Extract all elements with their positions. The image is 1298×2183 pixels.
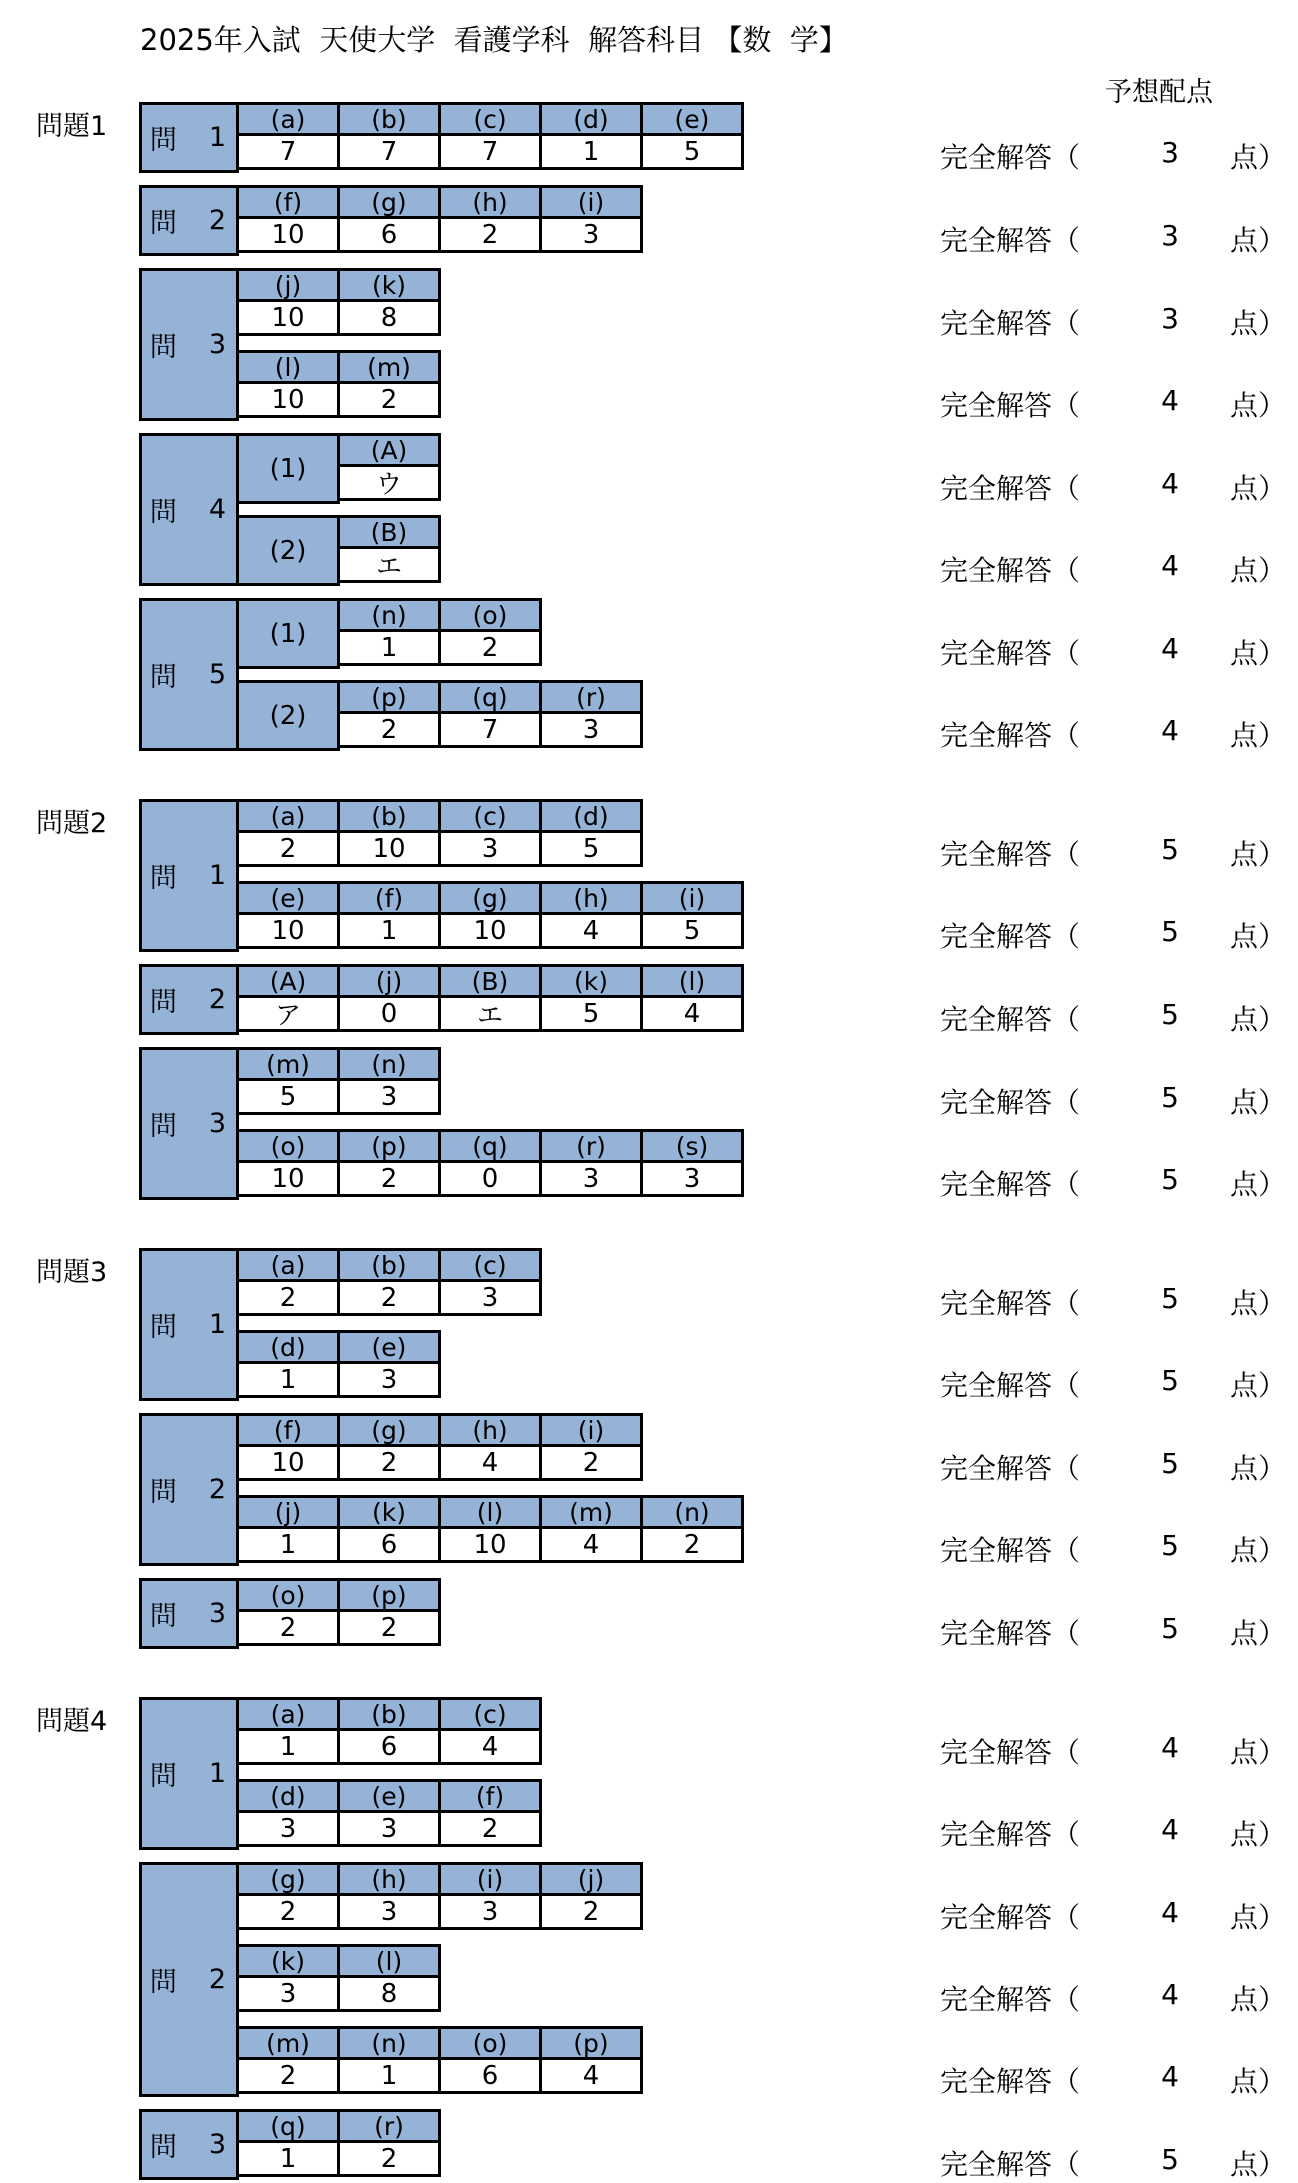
score-suffix: 点） [1230, 1369, 1287, 1402]
answer-label-cell: (A) [236, 964, 340, 998]
score-points: 5 [1161, 1447, 1179, 1480]
answer-label-cell: (f) [236, 1413, 340, 1447]
question-label [139, 964, 239, 1035]
score-prefix: 完全解答（ [940, 472, 1081, 505]
question-number: 1 [208, 1309, 229, 1340]
question-prefix: 問 [149, 987, 179, 1018]
answer-value-cell: 10 [236, 216, 340, 253]
score-points: 5 [1161, 1529, 1179, 1562]
answer-label-cell: (p) [337, 1578, 441, 1612]
answer-value-cell: ア [236, 995, 340, 1032]
answer-label-cell: (g) [236, 1862, 340, 1896]
score-entry [940, 1813, 1287, 1853]
score-entry [940, 467, 1287, 507]
answer-label-cell: (r) [539, 1129, 643, 1163]
answer-value-cell: 3 [438, 1893, 542, 1930]
answer-label-cell: (k) [337, 1495, 441, 1529]
question-label [139, 433, 239, 586]
answer-value-cell: 5 [640, 912, 744, 949]
score-points: 5 [1161, 1163, 1179, 1196]
question-number: 2 [208, 1474, 229, 1505]
score-points: 5 [1161, 1612, 1179, 1645]
question-number: 1 [208, 860, 229, 891]
answer-label-cell: (i) [539, 1413, 643, 1447]
score-prefix: 完全解答（ [940, 389, 1081, 422]
answer-label-cell: (h) [337, 1862, 441, 1896]
subpart-label: (1) [236, 433, 340, 504]
answer-label-cell: (f) [337, 881, 441, 915]
answer-label-cell: (i) [640, 881, 744, 915]
answer-label-cell: (b) [337, 1697, 441, 1731]
score-entry [940, 1731, 1287, 1771]
score-entry [940, 998, 1287, 1038]
answer-value-cell: 10 [337, 830, 441, 867]
score-entry [940, 714, 1287, 754]
score-points: 4 [1161, 549, 1179, 582]
score-suffix: 点） [1230, 1287, 1287, 1320]
question-label [139, 268, 239, 421]
answer-label-cell: (k) [539, 964, 643, 998]
score-entry [940, 2060, 1287, 2100]
score-prefix: 完全解答（ [940, 2148, 1081, 2181]
answer-value-cell: エ [337, 546, 441, 583]
score-suffix: 点） [1230, 838, 1287, 871]
answer-label-cell: (j) [236, 1495, 340, 1529]
answer-label-cell: (i) [539, 185, 643, 219]
answer-value-cell: 2 [438, 216, 542, 253]
score-suffix: 点） [1230, 920, 1287, 953]
score-suffix: 点） [1230, 637, 1287, 670]
score-entry [940, 1612, 1287, 1652]
answer-label-cell: (a) [236, 799, 340, 833]
score-entry [940, 1282, 1287, 1322]
score-entry [940, 833, 1287, 873]
answer-label-cell: (d) [236, 1330, 340, 1364]
answer-value-cell: 2 [236, 1609, 340, 1646]
score-entry [940, 1364, 1287, 1404]
question-prefix: 問 [149, 1761, 179, 1792]
score-prefix: 完全解答（ [940, 1003, 1081, 1036]
score-points: 3 [1161, 219, 1179, 252]
answer-value-cell: 2 [236, 1279, 340, 1316]
score-suffix: 点） [1230, 1901, 1287, 1934]
score-points: 5 [1161, 915, 1179, 948]
score-prefix: 完全解答（ [940, 719, 1081, 752]
answer-value-cell: 2 [337, 1279, 441, 1316]
answer-value-cell: 10 [236, 1160, 340, 1197]
score-entry [940, 549, 1287, 589]
answer-value-cell: 10 [438, 1526, 542, 1563]
score-points: 4 [1161, 632, 1179, 665]
score-entry [940, 219, 1287, 259]
question-label [139, 1248, 239, 1401]
answer-value-cell: 10 [236, 912, 340, 949]
answer-value-cell: 5 [236, 1078, 340, 1115]
score-prefix: 完全解答（ [940, 1818, 1081, 1851]
answer-label-cell: (k) [236, 1944, 340, 1978]
answer-label-cell: (l) [337, 1944, 441, 1978]
question-prefix: 問 [149, 125, 179, 156]
score-points: 4 [1161, 467, 1179, 500]
question-number: 1 [208, 1758, 229, 1789]
answer-value-cell: 4 [640, 995, 744, 1032]
answer-value-cell: ウ [337, 464, 441, 501]
question-prefix: 問 [149, 662, 179, 693]
answer-value-cell: 7 [337, 133, 441, 170]
answer-value-cell: 3 [438, 830, 542, 867]
score-entry [940, 1896, 1287, 1936]
answer-label-cell: (m) [236, 1047, 340, 1081]
score-suffix: 点） [1230, 719, 1287, 752]
answer-value-cell: 3 [337, 1810, 441, 1847]
question-number: 5 [208, 659, 229, 690]
answer-label-cell: (g) [337, 1413, 441, 1447]
answer-value-cell: 6 [438, 2057, 542, 2094]
answer-value-cell: 8 [337, 299, 441, 336]
question-number: 2 [208, 1964, 229, 1995]
score-prefix: 完全解答（ [940, 1452, 1081, 1485]
answer-label-cell: (q) [438, 1129, 542, 1163]
answer-value-cell: 4 [539, 2057, 643, 2094]
answer-value-cell: 4 [438, 1444, 542, 1481]
score-entry [940, 1163, 1287, 1203]
answer-label-cell: (l) [438, 1495, 542, 1529]
answer-label-cell: (q) [438, 680, 542, 714]
answer-label-cell: (r) [337, 2109, 441, 2143]
answer-value-cell: 2 [640, 1526, 744, 1563]
score-suffix: 点） [1230, 224, 1287, 257]
score-suffix: 点） [1230, 1983, 1287, 2016]
question-number: 3 [208, 329, 229, 360]
answer-label-cell: (d) [539, 102, 643, 136]
question-label [139, 2109, 239, 2180]
answer-label-cell: (r) [539, 680, 643, 714]
answer-label-cell: (B) [438, 964, 542, 998]
question-prefix: 問 [149, 1312, 179, 1343]
question-number: 1 [208, 122, 229, 153]
page-title: 2025年入試 天使大学 看護学科 解答科目 【数 学】 [140, 23, 848, 57]
answer-label-cell: (o) [438, 598, 542, 632]
answer-value-cell: 2 [236, 2057, 340, 2094]
section-label: 問題2 [36, 808, 108, 839]
answer-value-cell: 2 [236, 830, 340, 867]
score-points: 4 [1161, 1813, 1179, 1846]
question-prefix: 問 [149, 1477, 179, 1508]
score-points: 4 [1161, 1896, 1179, 1929]
answer-label-cell: (j) [236, 268, 340, 302]
score-points: 4 [1161, 714, 1179, 747]
score-prefix: 完全解答（ [940, 554, 1081, 587]
score-suffix: 点） [1230, 1617, 1287, 1650]
question-label [139, 102, 239, 173]
score-points: 5 [1161, 2143, 1179, 2176]
answer-label-cell: (a) [236, 1697, 340, 1731]
score-suffix: 点） [1230, 1736, 1287, 1769]
subpart-label: (2) [236, 515, 340, 586]
answer-label-cell: (o) [438, 2026, 542, 2060]
section-label: 問題3 [36, 1257, 108, 1288]
answer-value-cell: 5 [539, 830, 643, 867]
score-points: 5 [1161, 1364, 1179, 1397]
answer-label-cell: (h) [539, 881, 643, 915]
answer-label-cell: (p) [337, 680, 441, 714]
answer-label-cell: (n) [640, 1495, 744, 1529]
answer-value-cell: 3 [539, 216, 643, 253]
score-prefix: 完全解答（ [940, 1534, 1081, 1567]
question-label [139, 1697, 239, 1850]
answer-label-cell: (e) [236, 881, 340, 915]
score-entry [940, 302, 1287, 342]
answer-value-cell: 4 [539, 1526, 643, 1563]
score-points: 3 [1161, 302, 1179, 335]
score-points: 4 [1161, 1731, 1179, 1764]
answer-value-cell: 3 [539, 1160, 643, 1197]
answer-value-cell: 7 [236, 133, 340, 170]
score-prefix: 完全解答（ [940, 920, 1081, 953]
answer-label-cell: (e) [337, 1330, 441, 1364]
score-prefix: 完全解答（ [940, 2065, 1081, 2098]
score-entry [940, 1529, 1287, 1569]
score-suffix: 点） [1230, 389, 1287, 422]
section-label: 問題1 [36, 111, 108, 142]
answer-label-cell: (o) [236, 1129, 340, 1163]
answer-label-cell: (p) [539, 2026, 643, 2060]
answer-label-cell: (g) [438, 881, 542, 915]
question-label [139, 799, 239, 952]
score-suffix: 点） [1230, 1003, 1287, 1036]
answer-label-cell: (l) [640, 964, 744, 998]
answer-value-cell: 6 [337, 216, 441, 253]
score-points: 3 [1161, 136, 1179, 169]
subpart-label: (2) [236, 680, 340, 751]
question-number: 4 [208, 494, 229, 525]
answer-value-cell: 7 [438, 133, 542, 170]
score-prefix: 完全解答（ [940, 1168, 1081, 1201]
score-entry [940, 2143, 1287, 2183]
score-entry [940, 1978, 1287, 2018]
answer-value-cell: 3 [337, 1893, 441, 1930]
answer-label-cell: (f) [438, 1779, 542, 1813]
score-suffix: 点） [1230, 141, 1287, 174]
answer-label-cell: (b) [337, 799, 441, 833]
answer-value-cell: 10 [236, 1444, 340, 1481]
score-points: 4 [1161, 2060, 1179, 2093]
score-prefix: 完全解答（ [940, 1086, 1081, 1119]
answer-value-cell: 1 [337, 629, 441, 666]
answer-value-cell: 1 [236, 1526, 340, 1563]
score-prefix: 完全解答（ [940, 1901, 1081, 1934]
question-number: 3 [208, 2129, 229, 2160]
answer-value-cell: 10 [236, 299, 340, 336]
question-prefix: 問 [149, 863, 179, 894]
answer-value-cell: 3 [236, 1810, 340, 1847]
answer-value-cell: 1 [236, 1361, 340, 1398]
answer-label-cell: (b) [337, 1248, 441, 1282]
answer-label-cell: (m) [539, 1495, 643, 1529]
answer-value-cell: 1 [539, 133, 643, 170]
question-label [139, 1047, 239, 1200]
question-label [139, 1578, 239, 1649]
answer-value-cell: 1 [236, 1728, 340, 1765]
answer-value-cell: 5 [539, 995, 643, 1032]
answer-value-cell: 3 [236, 1975, 340, 2012]
answer-value-cell: 2 [337, 1609, 441, 1646]
question-label [139, 1413, 239, 1566]
score-suffix: 点） [1230, 1818, 1287, 1851]
score-points: 5 [1161, 1282, 1179, 1315]
answer-label-cell: (n) [337, 2026, 441, 2060]
score-prefix: 完全解答（ [940, 224, 1081, 257]
answer-value-cell: 10 [438, 912, 542, 949]
answer-label-cell: (g) [337, 185, 441, 219]
answer-label-cell: (l) [236, 350, 340, 384]
score-prefix: 完全解答（ [940, 1736, 1081, 1769]
score-entry [940, 136, 1287, 176]
answer-label-cell: (a) [236, 102, 340, 136]
answer-value-cell: 3 [337, 1361, 441, 1398]
answer-value-cell: 2 [337, 2140, 441, 2177]
answer-label-cell: (q) [236, 2109, 340, 2143]
score-prefix: 完全解答（ [940, 307, 1081, 340]
answer-value-cell: 3 [640, 1160, 744, 1197]
answer-label-cell: (c) [438, 1248, 542, 1282]
score-prefix: 完全解答（ [940, 1617, 1081, 1650]
question-prefix: 問 [149, 497, 179, 528]
answer-label-cell: (n) [337, 1047, 441, 1081]
question-number: 2 [208, 984, 229, 1015]
answer-label-cell: (d) [236, 1779, 340, 1813]
answer-label-cell: (h) [438, 185, 542, 219]
score-suffix: 点） [1230, 2065, 1287, 2098]
question-prefix: 問 [149, 332, 179, 363]
score-prefix: 完全解答（ [940, 141, 1081, 174]
answer-label-cell: (m) [337, 350, 441, 384]
answer-label-cell: (e) [640, 102, 744, 136]
answer-value-cell: 0 [438, 1160, 542, 1197]
answer-value-cell: 2 [539, 1444, 643, 1481]
answer-value-cell: 2 [438, 629, 542, 666]
score-suffix: 点） [1230, 307, 1287, 340]
answer-value-cell: 7 [438, 711, 542, 748]
answer-label-cell: (p) [337, 1129, 441, 1163]
answer-value-cell: 10 [236, 381, 340, 418]
answer-value-cell: エ [438, 995, 542, 1032]
score-suffix: 点） [1230, 1086, 1287, 1119]
answer-value-cell: 6 [337, 1526, 441, 1563]
question-label [139, 598, 239, 751]
answer-value-cell: 1 [337, 2057, 441, 2094]
score-prefix: 完全解答（ [940, 637, 1081, 670]
answer-label-cell: (f) [236, 185, 340, 219]
section-label: 問題4 [36, 1706, 108, 1737]
answer-label-cell: (k) [337, 268, 441, 302]
answer-label-cell: (a) [236, 1248, 340, 1282]
answer-value-cell: 3 [539, 711, 643, 748]
question-number: 3 [208, 1598, 229, 1629]
answer-label-cell: (c) [438, 799, 542, 833]
answer-value-cell: 2 [337, 711, 441, 748]
answer-value-cell: 2 [337, 381, 441, 418]
score-suffix: 点） [1230, 554, 1287, 587]
answer-label-cell: (j) [337, 964, 441, 998]
answer-label-cell: (o) [236, 1578, 340, 1612]
answer-value-cell: 4 [539, 912, 643, 949]
answer-label-cell: (b) [337, 102, 441, 136]
score-points: 5 [1161, 1081, 1179, 1114]
answer-value-cell: 2 [438, 1810, 542, 1847]
answer-label-cell: (j) [539, 1862, 643, 1896]
question-number: 3 [208, 1108, 229, 1139]
score-suffix: 点） [1230, 1452, 1287, 1485]
score-entry [940, 915, 1287, 955]
answer-label-cell: (d) [539, 799, 643, 833]
score-entry [940, 1447, 1287, 1487]
score-column-header: 予想配点 [1105, 77, 1213, 108]
score-prefix: 完全解答（ [940, 1287, 1081, 1320]
score-prefix: 完全解答（ [940, 1983, 1081, 2016]
answer-label-cell: (e) [337, 1779, 441, 1813]
score-suffix: 点） [1230, 1534, 1287, 1567]
answer-value-cell: 2 [236, 1893, 340, 1930]
answer-value-cell: 2 [539, 1893, 643, 1930]
question-label [139, 185, 239, 256]
score-suffix: 点） [1230, 1168, 1287, 1201]
score-points: 4 [1161, 1978, 1179, 2011]
subpart-label: (1) [236, 598, 340, 669]
answer-value-cell: 4 [438, 1728, 542, 1765]
question-prefix: 問 [149, 1601, 179, 1632]
answer-label-cell: (n) [337, 598, 441, 632]
score-suffix: 点） [1230, 472, 1287, 505]
answer-label-cell: (s) [640, 1129, 744, 1163]
answer-label-cell: (c) [438, 102, 542, 136]
answer-value-cell: 5 [640, 133, 744, 170]
score-entry [940, 384, 1287, 424]
answer-label-cell: (c) [438, 1697, 542, 1731]
answer-label-cell: (m) [236, 2026, 340, 2060]
question-prefix: 問 [149, 1111, 179, 1142]
answer-value-cell: 6 [337, 1728, 441, 1765]
answer-value-cell: 1 [337, 912, 441, 949]
question-prefix: 問 [149, 208, 179, 239]
answer-value-cell: 2 [337, 1160, 441, 1197]
score-points: 5 [1161, 998, 1179, 1031]
score-points: 5 [1161, 833, 1179, 866]
answer-label-cell: (A) [337, 433, 441, 467]
question-prefix: 問 [149, 1967, 179, 1998]
answer-value-cell: 0 [337, 995, 441, 1032]
score-prefix: 完全解答（ [940, 1369, 1081, 1402]
score-entry [940, 632, 1287, 672]
answer-label-cell: (h) [438, 1413, 542, 1447]
answer-value-cell: 8 [337, 1975, 441, 2012]
score-entry [940, 1081, 1287, 1121]
question-number: 2 [208, 205, 229, 236]
answer-value-cell: 3 [438, 1279, 542, 1316]
question-label [139, 1862, 239, 2097]
score-points: 4 [1161, 384, 1179, 417]
answer-value-cell: 1 [236, 2140, 340, 2177]
question-prefix: 問 [149, 2132, 179, 2163]
answer-value-cell: 2 [337, 1444, 441, 1481]
score-suffix: 点） [1230, 2148, 1287, 2181]
answer-label-cell: (i) [438, 1862, 542, 1896]
answer-label-cell: (B) [337, 515, 441, 549]
answer-value-cell: 3 [337, 1078, 441, 1115]
score-prefix: 完全解答（ [940, 838, 1081, 871]
